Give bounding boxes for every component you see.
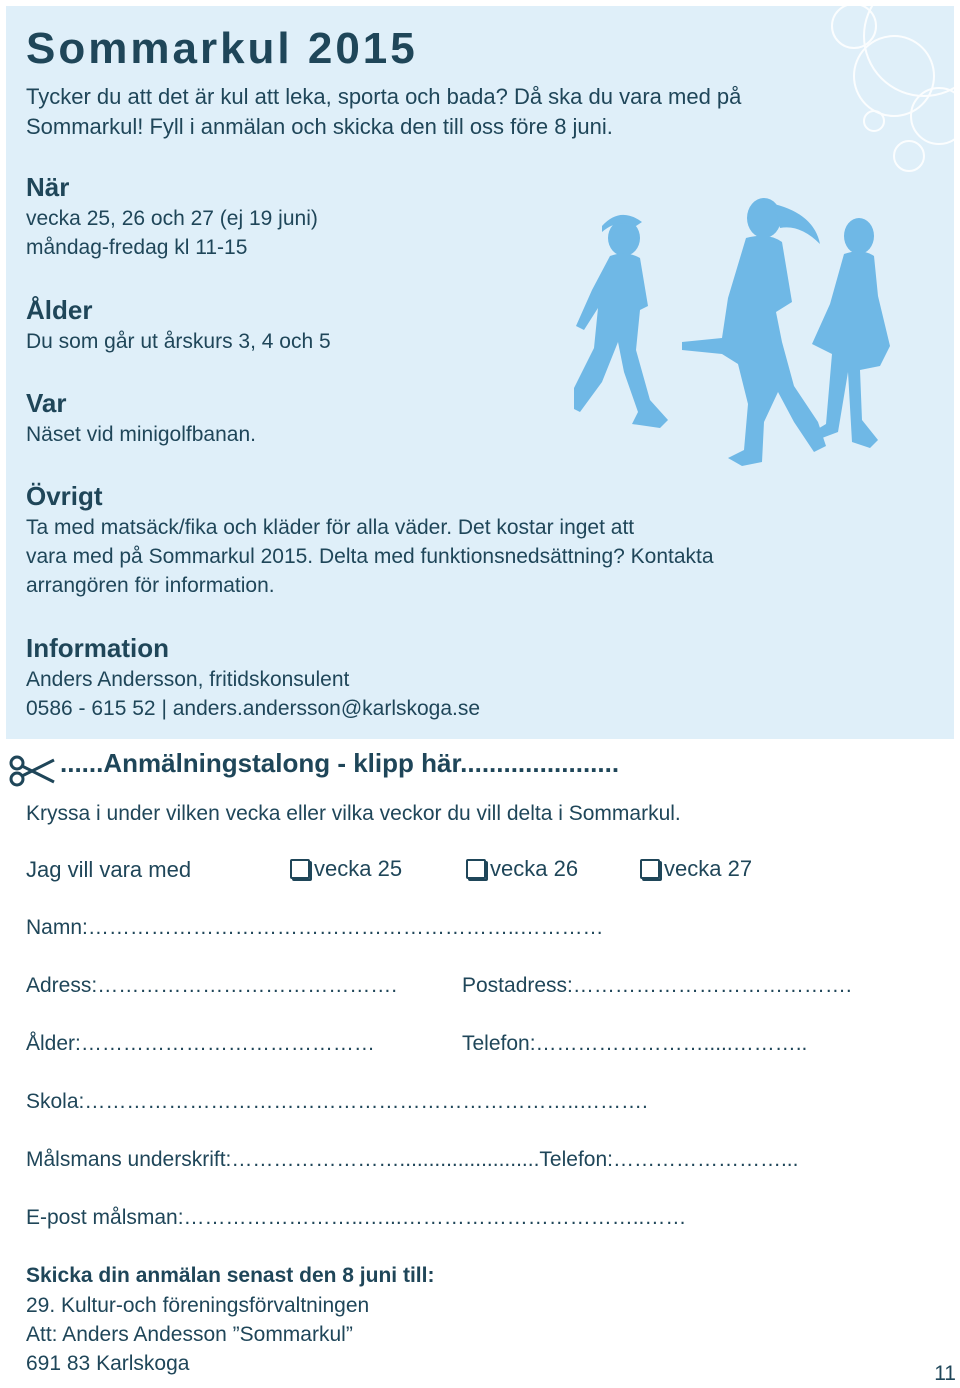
nar-line1: vecka 25, 26 och 27 (ej 19 juni) [26,207,318,230]
deadline-text: Skicka din anmälan senast den 8 juni till: [26,1264,435,1287]
week-27-option[interactable] [640,856,752,882]
skola-field[interactable]: Skola:……………………………………………………………..………. [26,1090,648,1113]
adress-field[interactable]: Adress:……………………………………. [26,974,398,997]
alder-line1: Du som går ut årskurs 3, 4 och 5 [26,330,331,353]
week-25-option[interactable] [290,856,402,882]
cut-label: ......Anmälningstalong - klipp här...................... [60,748,620,778]
page-title: Sommarkul 2015 [26,24,418,73]
address-line2: Att: Anders Andesson ”Sommarkul” [26,1323,353,1346]
ovrigt-line2: vara med på Sommarkul 2015. Delta med funktionsnedsättning? Kontakta [26,545,714,568]
alder-field[interactable]: Ålder:…………………………………… [26,1032,375,1055]
heading-alder: Ålder [26,295,93,325]
checkbox-icon[interactable] [640,859,660,879]
ovrigt-line1: Ta med matsäck/fika och kläder för alla väder. Det kostar inget att [26,516,635,539]
week-26-option[interactable] [466,856,578,882]
epost-field[interactable]: E-post målsman:……………………..…...……………………………..…… [26,1206,687,1229]
intro-text: Tycker du att det är kul att leka, sporta och bada? Då ska du vara med på Sommarkul! Fyll i anmälan och skicka den till oss före 8 juni. [26,84,742,139]
scissors-icon [8,754,56,788]
namn-field[interactable]: Namn:……………………………………………………..………… [26,916,604,939]
week-25-label: vecka 25 [314,856,403,881]
telefon-field[interactable]: Telefon:…………………….....……….. [462,1032,808,1055]
ovrigt-line3: arrangören för information. [26,574,275,597]
week-27-label: vecka 27 [664,856,753,881]
checkbox-icon[interactable] [290,859,310,879]
checkbox-icon[interactable] [466,859,486,879]
malsman-field[interactable]: Målsmans underskrift:……………………........................Telefon:……………………... [26,1148,799,1171]
form-instruction: Kryssa i under vilken vecka eller vilka veckor du vill delta i Sommarkul. [26,802,681,825]
address-line1: 29. Kultur-och föreningsförvaltningen [26,1294,370,1317]
information-line1: Anders Andersson, fritidskonsulent [26,668,350,691]
heading-ovrigt: Övrigt [26,481,103,511]
cut-line [8,748,956,788]
information-line2: 0586 - 615 52 | anders.andersson@karlskoga.se [26,697,481,720]
postadress-field[interactable]: Postadress:…………………………………. [462,974,852,997]
nar-line2: måndag-fredag kl 11-15 [26,236,248,259]
children-silhouette [574,186,914,486]
info-panel [6,6,954,739]
want-label: Jag vill vara med [26,857,192,882]
address-line3: 691 83 Karlskoga [26,1352,190,1375]
week-26-label: vecka 26 [490,856,579,881]
heading-var: Var [26,388,67,418]
heading-information: Information [26,633,169,663]
page-number: 11 [934,1362,956,1385]
var-line1: Näset vid minigolfbanan. [26,423,256,446]
heading-nar: När [26,172,70,202]
